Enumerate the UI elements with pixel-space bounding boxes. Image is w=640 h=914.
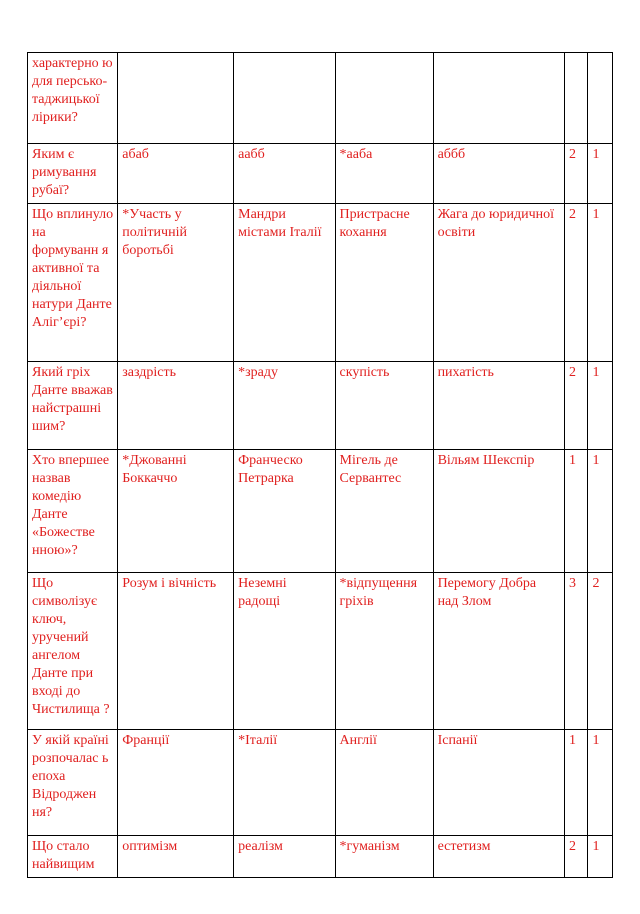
option-c-cell: Пристрасне кохання [335,204,433,362]
score-cell: 1 [565,730,588,836]
option-d-cell [433,53,564,144]
option-d-cell: естетизм [433,836,564,878]
option-c-cell: Англії [335,730,433,836]
quiz-table [27,52,613,878]
table-row [28,144,613,204]
question-cell: Що стало найвищим [28,836,118,878]
option-c-cell: *відпущення гріхів [335,573,433,730]
question-cell: Що вплинуло на формуванн я активної та діяльної натури Данте Аліг’єрі? [28,204,118,362]
question-cell: Хто впершее назвав комедію Данте «Божестве нною»? [28,450,118,573]
option-a-cell: оптимізм [118,836,234,878]
question-cell: У якій країні розпочалас ь епоха Відроджен ня? [28,730,118,836]
option-b-cell: Мандри містами Італії [234,204,335,362]
table-row [28,450,613,573]
table-row [28,836,613,878]
option-b-cell: аабб [234,144,335,204]
score-cell: 2 [565,836,588,878]
option-a-cell [118,53,234,144]
option-a-cell: абаб [118,144,234,204]
option-a-cell: *Участь у політичній боротьбі [118,204,234,362]
score-cell: 2 [565,362,588,450]
option-d-cell: Перемогу Добра над Злом [433,573,564,730]
table-row [28,204,613,362]
option-b-cell [234,53,335,144]
option-b-cell: *Італії [234,730,335,836]
table-row [28,362,613,450]
option-d-cell: Жага до юридичної освіти [433,204,564,362]
option-c-cell: *ааба [335,144,433,204]
level-cell: 1 [588,836,613,878]
option-d-cell: аббб [433,144,564,204]
score-cell: 2 [565,204,588,362]
option-c-cell [335,53,433,144]
option-a-cell: Розум і вічність [118,573,234,730]
option-a-cell: Франції [118,730,234,836]
option-d-cell: пихатість [433,362,564,450]
option-b-cell: *зраду [234,362,335,450]
option-b-cell: Неземні радощі [234,573,335,730]
option-d-cell: Вільям Шекспір [433,450,564,573]
level-cell [588,53,613,144]
option-c-cell: *гуманізм [335,836,433,878]
option-c-cell: скупість [335,362,433,450]
level-cell: 1 [588,450,613,573]
table-row [28,573,613,730]
question-cell: Яким є римування рубаї? [28,144,118,204]
level-cell: 1 [588,362,613,450]
level-cell: 1 [588,730,613,836]
option-c-cell: Мігель де Сервантес [335,450,433,573]
table-row [28,730,613,836]
score-cell: 2 [565,144,588,204]
option-a-cell: *Джованні Боккаччо [118,450,234,573]
level-cell: 2 [588,573,613,730]
score-cell: 3 [565,573,588,730]
score-cell: 1 [565,450,588,573]
option-a-cell: заздрість [118,362,234,450]
question-cell: Який гріх Данте вважав найстрашні шим? [28,362,118,450]
score-cell [565,53,588,144]
level-cell: 1 [588,204,613,362]
question-cell: Що символізує ключ, уручений ангелом Данте при вході до Чистилища ? [28,573,118,730]
option-b-cell: реалізм [234,836,335,878]
table-row [28,53,613,144]
option-b-cell: Франческо Петрарка [234,450,335,573]
option-d-cell: Іспанії [433,730,564,836]
level-cell: 1 [588,144,613,204]
question-cell: характерно ю для персько-таджицької лірики? [28,53,118,144]
